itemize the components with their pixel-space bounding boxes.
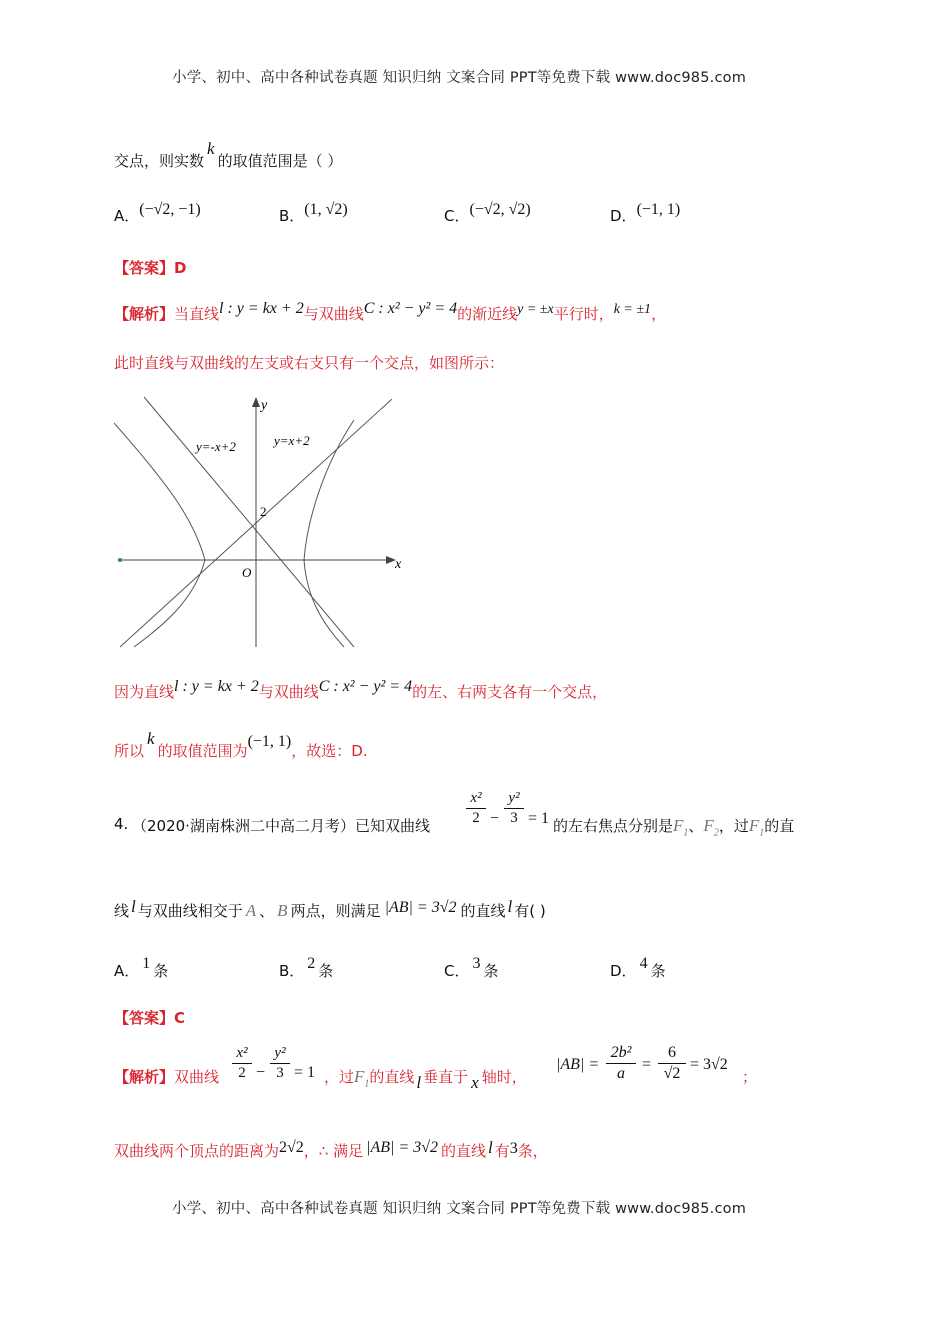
analysis-text: 双曲线两个顶点的距离为 [114, 1142, 280, 1160]
math-range: (−1, 1) [247, 733, 292, 750]
q3-option-d [610, 201, 681, 226]
q4-text: 的直 [764, 817, 795, 835]
hyperbola-left-branch [114, 423, 205, 647]
line-y-eq-neg-x-plus-2 [144, 397, 354, 647]
q4-frac-y2-3 [504, 790, 524, 827]
numerator: x² [470, 790, 482, 806]
numerator: y² [274, 1045, 286, 1061]
option-num: 2 [307, 955, 316, 972]
q4-text: 有( ) [514, 902, 546, 920]
math-ab-eq: |AB| = 3√2 [366, 1139, 439, 1156]
q3-stem-b: 的取值范围是（ ） [217, 152, 343, 170]
denominator: √2 [663, 1065, 681, 1082]
q4-analysis-line1-mid [324, 1066, 527, 1092]
hyperbola-right-branch [304, 420, 354, 647]
option-label: D． [610, 207, 637, 225]
analysis-text: 条， [517, 1142, 548, 1160]
math-vertex-dist: 2√2 [279, 1139, 304, 1156]
numerator: 6 [668, 1044, 676, 1061]
analysis-text: 的直线 [369, 1068, 415, 1086]
q4-frac-x2-2 [466, 790, 486, 827]
q4-b-frac-y2-3 [270, 1045, 290, 1082]
page-footer: 小学、初中、高中各种试卷真题 知识归纳 文案合同 PPT等免费下载 www.doc985.com [172, 1201, 747, 1217]
math-l: l [416, 1073, 422, 1092]
option-label: D． [610, 962, 637, 980]
q4-text: 、 [259, 902, 275, 920]
math-b: B [277, 901, 288, 920]
q4-text: 线 [114, 902, 130, 920]
math-line-eq: l : y = kx + 2 [219, 300, 304, 317]
math-k-value: k = ±1 [613, 302, 652, 317]
axis-label-y: y [261, 398, 268, 413]
analysis-tag: 【解析】 [114, 1068, 175, 1086]
denominator: a [617, 1065, 625, 1082]
analysis-text: 的直线 [441, 1142, 487, 1160]
math-three: 3 [509, 1140, 518, 1157]
denominator: 2 [238, 1065, 246, 1081]
y-axis-arrow [252, 397, 260, 407]
q4-text: 两点，则满足 [290, 902, 381, 920]
q4-semicolon: ； [742, 1068, 758, 1086]
analysis-text: 平行时， [553, 305, 614, 323]
q4-text: 与双曲线相交于 [137, 902, 243, 920]
q3-analysis-line4 [114, 729, 368, 761]
q4-line1 [132, 815, 430, 836]
option-value: (−1, 1) [636, 201, 681, 218]
q4-b-eq1: = 1 [294, 1064, 316, 1081]
math-ab-eq: |AB| = 3√2 [384, 899, 457, 916]
q4-option-d [610, 955, 666, 981]
analysis-text: 的左、右两支各有一个交点， [412, 683, 608, 701]
q3-stem-var: k [207, 139, 215, 158]
q4-frac-6-sqrt2 [658, 1044, 686, 1083]
q4-option-c [444, 955, 499, 981]
q4-b-frac-x2-2 [232, 1045, 252, 1082]
answer-tag: 【答案】 [114, 259, 175, 277]
option-value: (−√2, −1) [139, 201, 201, 218]
line-label-neg: y=-x+2 [196, 439, 236, 454]
analysis-tag: 【解析】 [114, 305, 175, 323]
math-f1: $F_1$ [673, 816, 689, 839]
math-hyperbola-eq: C : x² − y² = 4 [363, 300, 458, 317]
option-num: 3 [472, 955, 481, 972]
analysis-text: 的渐近线 [457, 305, 518, 323]
option-unit: 条 [153, 962, 169, 980]
q4-result: = 3√2 [690, 1056, 728, 1073]
q3-analysis-line1 [114, 300, 667, 324]
q4-analysis-line2 [114, 1140, 548, 1161]
numerator: y² [508, 790, 520, 806]
option-value: (−√2, √2) [469, 201, 531, 218]
origin-label: O [242, 565, 252, 580]
q4-option-a [114, 955, 169, 981]
q3-option-c [444, 201, 531, 226]
q4-line2 [114, 897, 546, 921]
q3-option-a [114, 201, 201, 226]
q4-option-b [279, 955, 334, 981]
option-unit: 条 [650, 962, 666, 980]
line-label-pos: y=x+2 [274, 433, 310, 448]
math-a: A [245, 901, 257, 920]
q4-b-minus: − [256, 1064, 266, 1081]
page-header: 小学、初中、高中各种试卷真题 知识归纳 文案合同 PPT等免费下载 www.doc985.com [172, 70, 747, 86]
axis-start-dot [118, 558, 122, 562]
q3-analysis-line2: 此时直线与双曲线的左支或右支只有一个交点，如图所示： [114, 354, 505, 372]
option-label: B． [279, 962, 305, 980]
analysis-text: 轴时， [481, 1068, 527, 1086]
q4-line1-tail [553, 815, 794, 838]
q4-analysis-line1 [114, 1066, 219, 1087]
option-num: 4 [639, 955, 648, 972]
q4-eq1: = 1 [528, 810, 550, 827]
answer-tag: 【答案】 [114, 1009, 175, 1027]
option-label: A． [114, 962, 140, 980]
option-label: B． [279, 207, 305, 225]
q3-analysis-line3 [114, 678, 608, 702]
math-f2: $F_2$ [703, 816, 719, 839]
math-x: x [471, 1073, 479, 1092]
q3-answer [114, 257, 186, 278]
option-label: A． [114, 207, 140, 225]
math-hyperbola-eq: C : x² − y² = 4 [318, 678, 413, 695]
math-l: l [488, 1138, 493, 1157]
option-unit: 条 [483, 962, 499, 980]
analysis-text: 因为直线 [114, 683, 175, 701]
analysis-text: 与双曲线 [303, 305, 364, 323]
y-intercept-label: 2 [260, 504, 267, 519]
numerator: x² [236, 1045, 248, 1061]
analysis-text: 垂直于 [423, 1068, 469, 1086]
option-value: (1, √2) [304, 201, 348, 218]
q4-source: （2020·湖南株洲二中高二月考） [132, 817, 355, 835]
hyperbola-graph [114, 385, 404, 650]
q4-text: 已知双曲线 [354, 817, 430, 835]
analysis-text: ，∴ 满足 [303, 1142, 364, 1160]
q3-stem-a: 交点，则实数 [114, 152, 205, 170]
option-unit: 条 [318, 962, 334, 980]
q4-text: 的直线 [460, 902, 506, 920]
axis-label-x: x [395, 557, 402, 572]
analysis-text: 所以 [114, 742, 145, 760]
option-num: 1 [142, 955, 151, 972]
math-k: k [147, 729, 155, 748]
q4-minus: − [490, 810, 500, 827]
analysis-text: ，故选：D. [291, 742, 368, 760]
q4-frac-2b2-a [606, 1044, 636, 1083]
answer-value: C [174, 1009, 186, 1027]
analysis-text: ， [651, 305, 667, 323]
analysis-text: ，过 [324, 1068, 355, 1086]
denominator: 2 [472, 810, 480, 826]
option-label: C． [444, 207, 470, 225]
q3-option-b [279, 201, 348, 226]
math-l: l [131, 897, 136, 916]
analysis-text: 与双曲线 [258, 683, 319, 701]
q3-stem [114, 139, 343, 171]
analysis-text: 有 [494, 1142, 510, 1160]
math-f1: $F_1$ [748, 816, 765, 839]
answer-value: D [174, 259, 187, 277]
math-f1: $F_1$ [354, 1067, 370, 1090]
q4-text: 、 [688, 817, 704, 835]
option-label: C． [444, 962, 470, 980]
analysis-text: 当直线 [174, 305, 220, 323]
q4-text: ，过 [718, 817, 749, 835]
numerator: 2b² [610, 1044, 632, 1061]
math-asymptote: y = ±x [517, 302, 554, 317]
q4-ab-abs: |AB| = [556, 1056, 600, 1073]
math-l: l [507, 897, 513, 916]
analysis-text: 的取值范围为 [157, 742, 248, 760]
q4-answer [114, 1007, 185, 1028]
q4-number: 4. [114, 815, 129, 833]
denominator: 3 [276, 1065, 284, 1081]
analysis-text: 双曲线 [174, 1068, 220, 1086]
q4-text: 的左右焦点分别是 [553, 817, 674, 835]
denominator: 3 [510, 810, 518, 826]
q4-eq2: = [642, 1056, 652, 1073]
math-line-eq: l : y = kx + 2 [174, 678, 259, 695]
